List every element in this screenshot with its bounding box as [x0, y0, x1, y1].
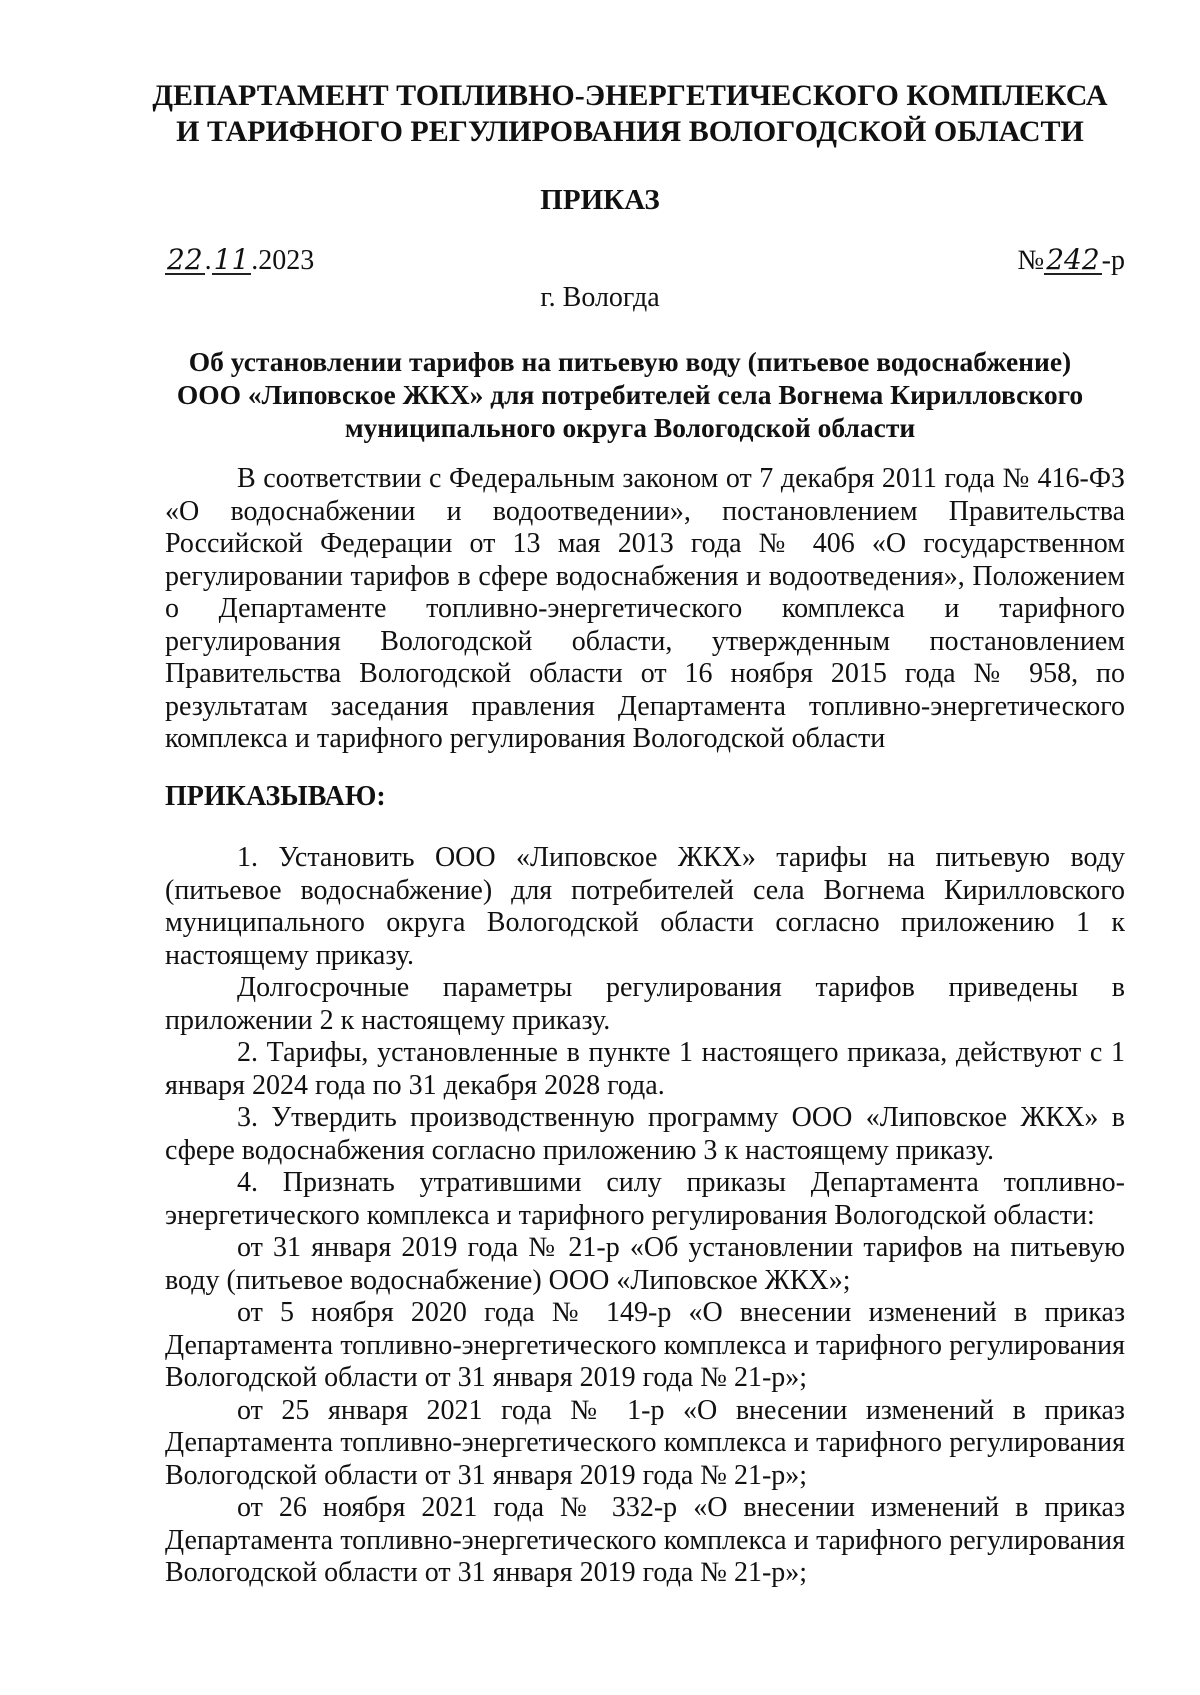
order-number — [1018, 244, 1126, 278]
handwritten-month: 11 — [213, 243, 250, 276]
orders-word: ПРИКАЗЫВАЮ: — [165, 781, 386, 812]
handwritten-day: 22 — [167, 243, 203, 276]
handwritten-number: 242 — [1046, 243, 1100, 276]
order-items — [165, 842, 1125, 1590]
preamble — [165, 463, 1125, 756]
order-date — [165, 244, 314, 278]
subject-line-1: Об установлении тарифов на питьевую воду (питьевое водоснабжение) — [188, 346, 1072, 377]
item-3: 3. Утвердить производственную программу ООО «Липовское ЖКХ» в сфере водоснабжения согласно приложению 3 к настоящему приказу. — [165, 1102, 1125, 1166]
department-heading — [150, 78, 1110, 150]
city: г. Вологда — [540, 282, 660, 313]
item-2: 2. Тарифы, установленные в пункте 1 настоящего приказа, действуют с 1 января 2024 года по 31 декабря 2028 года. — [165, 1037, 1125, 1101]
order-title: ПРИКАЗ — [540, 184, 660, 216]
item-4-order-d: от 26 ноября 2021 года № 332-р «О внесении изменений в приказ Департамента топливно-энергетического комплекса и тарифного регулирования Вологодской области от 31 января 2019 года № 21-р»; — [165, 1492, 1125, 1588]
department-line-2: И ТАРИФНОГО РЕГУЛИРОВАНИЯ ВОЛОГОДСКОЙ ОБЛАСТИ — [176, 115, 1084, 148]
subject-line-2: ООО «Липовское ЖКХ» для потребителей села Вогнема Кирилловского — [176, 379, 1084, 410]
item-1-params: Долгосрочные параметры регулирования тарифов приведены в приложении 2 к настоящему приказу. — [165, 972, 1125, 1036]
item-4: 4. Признать утратившими силу приказы Департамента топливно-энергетического комплекса и тарифного регулирования Вологодской области: — [165, 1167, 1125, 1231]
number-prefix: № — [1017, 245, 1045, 276]
subject-line-3: муниципального округа Вологодской области — [344, 412, 916, 443]
date-number-row — [165, 244, 1125, 284]
item-4-order-b: от 5 ноября 2020 года № 149-р «О внесении изменений в приказ Департамента топливно-энергетического комплекса и тарифного регулирования Вологодской области от 31 января 2019 года № 21-р»; — [165, 1297, 1125, 1393]
number-suffix: -р — [1101, 245, 1125, 276]
date-year: .2023 — [251, 245, 315, 276]
order-subject — [150, 345, 1110, 444]
date-dot: . — [204, 245, 212, 276]
item-4-order-a: от 31 января 2019 года № 21-р «Об установлении тарифов на питьевую воду (питьевое водоснабжение) ООО «Липовское ЖКХ»; — [165, 1232, 1125, 1296]
item-1: 1. Установить ООО «Липовское ЖКХ» тарифы на питьевую воду (питьевое водоснабжение) для потребителей села Вогнема Кирилловского муниципального округа Вологодской области согласно приложению 1 к настоящему приказу. — [165, 842, 1125, 971]
preamble-paragraph: В соответствии с Федеральным законом от 7 декабря 2011 года № 416-ФЗ «О водоснабжении и водоотведении», постановлением Правительства Российской Федерации от 13 мая 2013 года № 406 «О государственном регулировании тарифов в сфере водоснабжения и водоотведения», Положением о Департаменте топливно-энергетического комплекса и тарифного регулирования Вологодской области, утвержденным постановлением Правительства Вологодской области от 16 ноября 2015 года № 958, по результатам заседания правления Департамента топливно-энергетического комплекса и тарифного регулирования Вологодской области — [165, 463, 1125, 754]
department-line-1: ДЕПАРТАМЕНТ ТОПЛИВНО-ЭНЕРГЕТИЧЕСКОГО КОМПЛЕКСА — [152, 79, 1108, 112]
item-4-order-c: от 25 января 2021 года № 1-р «О внесении изменений в приказ Департамента топливно-энергетического комплекса и тарифного регулирования Вологодской области от 31 января 2019 года № 21-р»; — [165, 1394, 1125, 1491]
